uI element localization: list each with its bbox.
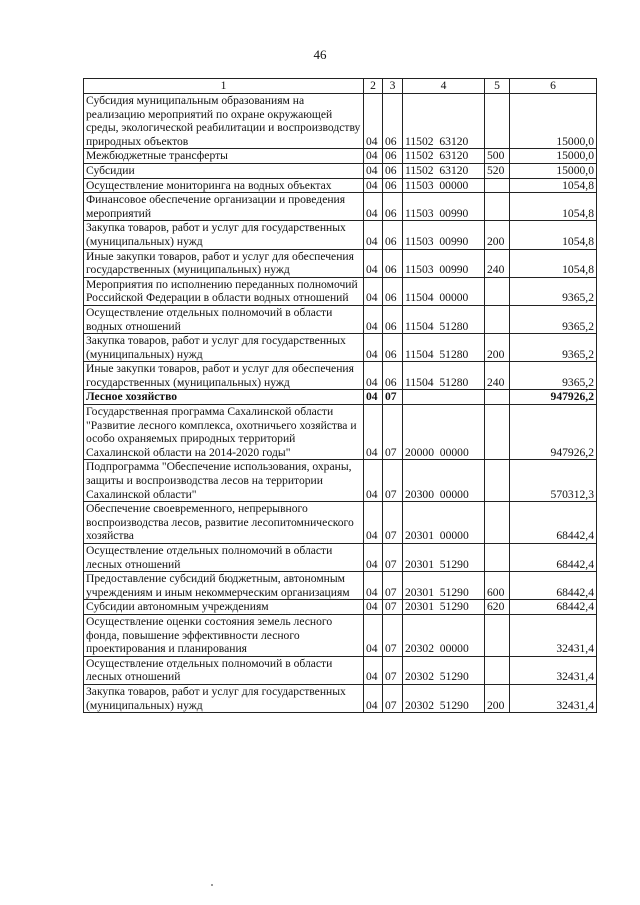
row-section-cell: 04 (364, 405, 383, 460)
row-subsection-cell: 06 (383, 94, 403, 149)
table-row (84, 572, 597, 600)
row-name-cell: Межбюджетные трансферты (84, 149, 364, 164)
row-amount-cell: 1054,8 (510, 193, 597, 221)
table-row (84, 460, 597, 502)
row-subsection-cell: 07 (383, 572, 403, 600)
row-amount-cell: 68442,4 (510, 502, 597, 544)
row-target-article-cell: 20302 51290 (403, 684, 485, 712)
row-amount-cell: 9365,2 (510, 362, 597, 390)
row-amount-cell: 15000,0 (510, 163, 597, 178)
table-row (84, 405, 597, 460)
row-subsection-cell: 06 (383, 249, 403, 277)
row-name-cell: Подпрограмма "Обеспечение использования, охраны, защиты и воспроизводства лесов на территории Сахалинской области" (84, 460, 364, 502)
table-row (84, 178, 597, 193)
row-expense-type-cell (485, 460, 510, 502)
table-row (84, 502, 597, 544)
table-header-row (84, 79, 597, 94)
row-target-article-cell: 11503 00990 (403, 249, 485, 277)
row-subsection-cell: 06 (383, 193, 403, 221)
row-subsection-cell: 07 (383, 544, 403, 572)
row-section-cell: 04 (364, 334, 383, 362)
row-target-article-cell: 11504 51280 (403, 334, 485, 362)
row-target-article-cell: 11504 51280 (403, 362, 485, 390)
row-expense-type-cell: 240 (485, 362, 510, 390)
row-amount-cell: 32431,4 (510, 614, 597, 656)
row-section-cell: 04 (364, 656, 383, 684)
column-header-expense-type: 5 (485, 79, 510, 94)
row-expense-type-cell: 600 (485, 572, 510, 600)
row-expense-type-cell (485, 502, 510, 544)
row-subsection-cell: 06 (383, 149, 403, 164)
row-amount-cell: 32431,4 (510, 656, 597, 684)
row-section-cell: 04 (364, 614, 383, 656)
row-target-article-cell: 20302 00000 (403, 614, 485, 656)
row-target-article-cell: 11502 63120 (403, 94, 485, 149)
row-target-article-cell: 11502 63120 (403, 149, 485, 164)
row-expense-type-cell (485, 614, 510, 656)
row-section-cell: 04 (364, 94, 383, 149)
table-row (84, 684, 597, 712)
row-subsection-cell: 06 (383, 163, 403, 178)
row-target-article-cell: 11503 00990 (403, 221, 485, 249)
row-name-cell: Мероприятия по исполнению переданных полномочий Российской Федерации в области водных отношений (84, 277, 364, 305)
row-expense-type-cell (485, 544, 510, 572)
row-target-article-cell (403, 390, 485, 405)
row-target-article-cell: 11502 63120 (403, 163, 485, 178)
row-target-article-cell: 20301 51290 (403, 544, 485, 572)
row-name-cell: Осуществление отдельных полномочий в области лесных отношений (84, 544, 364, 572)
row-section-cell: 04 (364, 249, 383, 277)
row-amount-cell: 1054,8 (510, 249, 597, 277)
row-name-cell: Иные закупки товаров, работ и услуг для обеспечения государственных (муниципальных) нужд (84, 249, 364, 277)
row-target-article-cell: 11503 00000 (403, 178, 485, 193)
row-section-cell: 04 (364, 178, 383, 193)
row-subsection-cell: 07 (383, 684, 403, 712)
row-name-cell: Закупка товаров, работ и услуг для государственных (муниципальных) нужд (84, 684, 364, 712)
row-subsection-cell: 07 (383, 460, 403, 502)
table-row (84, 163, 597, 178)
row-section-cell: 04 (364, 277, 383, 305)
row-name-cell: Осуществление отдельных полномочий в области водных отношений (84, 305, 364, 333)
row-amount-cell: 32431,4 (510, 684, 597, 712)
row-section-cell: 04 (364, 544, 383, 572)
row-section-cell: 04 (364, 362, 383, 390)
row-expense-type-cell (485, 277, 510, 305)
row-section-cell: 04 (364, 572, 383, 600)
row-amount-cell: 68442,4 (510, 572, 597, 600)
row-subsection-cell: 07 (383, 502, 403, 544)
table-row (84, 94, 597, 149)
row-section-cell: 04 (364, 149, 383, 164)
table-row (84, 277, 597, 305)
budget-table (83, 78, 597, 713)
column-header-name: 1 (84, 79, 364, 94)
row-amount-cell: 9365,2 (510, 277, 597, 305)
table-row (84, 544, 597, 572)
row-expense-type-cell (485, 94, 510, 149)
row-section-cell: 04 (364, 460, 383, 502)
row-section-cell: 04 (364, 390, 383, 405)
row-name-cell: Предоставление субсидий бюджетным, автономным учреждениям и иным некоммерческим организациям (84, 572, 364, 600)
table-row (84, 305, 597, 333)
row-subsection-cell: 07 (383, 390, 403, 405)
row-subsection-cell: 06 (383, 362, 403, 390)
row-section-cell: 04 (364, 305, 383, 333)
column-header-target-article: 4 (403, 79, 485, 94)
row-amount-cell: 9365,2 (510, 305, 597, 333)
column-header-section: 2 (364, 79, 383, 94)
row-name-cell: Закупка товаров, работ и услуг для государственных (муниципальных) нужд (84, 334, 364, 362)
table-row (84, 149, 597, 164)
row-subsection-cell: 07 (383, 614, 403, 656)
row-expense-type-cell: 500 (485, 149, 510, 164)
row-name-cell: Субсидии автономным учреждениям (84, 600, 364, 615)
row-amount-cell: 947926,2 (510, 390, 597, 405)
page-number: 46 (313, 47, 327, 62)
row-amount-cell: 15000,0 (510, 94, 597, 149)
table-row (84, 390, 597, 405)
row-name-cell: Закупка товаров, работ и услуг для государственных (муниципальных) нужд (84, 221, 364, 249)
row-target-article-cell: 11503 00990 (403, 193, 485, 221)
row-name-cell: Субсидии (84, 163, 364, 178)
table-row (84, 362, 597, 390)
table-row (84, 600, 597, 615)
row-expense-type-cell: 520 (485, 163, 510, 178)
row-name-cell: Иные закупки товаров, работ и услуг для обеспечения государственных (муниципальных) нужд (84, 362, 364, 390)
table-row (84, 334, 597, 362)
row-expense-type-cell: 200 (485, 221, 510, 249)
row-section-cell: 04 (364, 221, 383, 249)
scan-speck (211, 884, 213, 886)
row-amount-cell: 9365,2 (510, 334, 597, 362)
row-expense-type-cell: 200 (485, 334, 510, 362)
row-amount-cell: 68442,4 (510, 600, 597, 615)
row-name-cell: Осуществление отдельных полномочий в области лесных отношений (84, 656, 364, 684)
row-name-cell: Лесное хозяйство (84, 390, 364, 405)
table-row (84, 614, 597, 656)
row-subsection-cell: 06 (383, 178, 403, 193)
row-target-article-cell: 20300 00000 (403, 460, 485, 502)
row-target-article-cell: 20302 51290 (403, 656, 485, 684)
table-row (84, 656, 597, 684)
row-subsection-cell: 06 (383, 334, 403, 362)
table-row (84, 221, 597, 249)
row-expense-type-cell (485, 656, 510, 684)
row-amount-cell: 1054,8 (510, 178, 597, 193)
row-expense-type-cell (485, 405, 510, 460)
row-section-cell: 04 (364, 163, 383, 178)
row-section-cell: 04 (364, 193, 383, 221)
row-name-cell: Осуществление мониторинга на водных объектах (84, 178, 364, 193)
row-subsection-cell: 07 (383, 405, 403, 460)
row-expense-type-cell (485, 390, 510, 405)
row-expense-type-cell (485, 193, 510, 221)
row-amount-cell: 1054,8 (510, 221, 597, 249)
row-section-cell: 04 (364, 502, 383, 544)
table-row (84, 193, 597, 221)
row-target-article-cell: 20000 00000 (403, 405, 485, 460)
table-row (84, 249, 597, 277)
row-section-cell: 04 (364, 600, 383, 615)
row-target-article-cell: 20301 51290 (403, 600, 485, 615)
row-amount-cell: 570312,3 (510, 460, 597, 502)
column-header-subsection: 3 (383, 79, 403, 94)
column-header-amount: 6 (510, 79, 597, 94)
row-amount-cell: 68442,4 (510, 544, 597, 572)
row-target-article-cell: 11504 00000 (403, 277, 485, 305)
row-expense-type-cell: 200 (485, 684, 510, 712)
row-subsection-cell: 07 (383, 656, 403, 684)
row-subsection-cell: 06 (383, 277, 403, 305)
row-section-cell: 04 (364, 684, 383, 712)
row-name-cell: Обеспечение своевременного, непрерывного воспроизводства лесов, развитие лесопитомнического хозяйства (84, 502, 364, 544)
row-expense-type-cell: 620 (485, 600, 510, 615)
row-name-cell: Субсидия муниципальным образованиям на реализацию мероприятий по охране окружающей среды, экологической реабилитации и воспроизводству природных объектов (84, 94, 364, 149)
row-expense-type-cell: 240 (485, 249, 510, 277)
row-name-cell: Государственная программа Сахалинской области "Развитие лесного комплекса, охотничьего хозяйства и особо охраняемых природных территорий Сахалинской области на 2014-2020 годы" (84, 405, 364, 460)
row-name-cell: Финансовое обеспечение организации и проведения мероприятий (84, 193, 364, 221)
row-expense-type-cell (485, 305, 510, 333)
row-subsection-cell: 06 (383, 221, 403, 249)
row-name-cell: Осуществление оценки состояния земель лесного фонда, повышение эффективности лесного проектирования и планирования (84, 614, 364, 656)
row-expense-type-cell (485, 178, 510, 193)
row-target-article-cell: 20301 51290 (403, 572, 485, 600)
row-target-article-cell: 20301 00000 (403, 502, 485, 544)
row-subsection-cell: 06 (383, 305, 403, 333)
row-amount-cell: 947926,2 (510, 405, 597, 460)
row-amount-cell: 15000,0 (510, 149, 597, 164)
row-target-article-cell: 11504 51280 (403, 305, 485, 333)
table-body (84, 94, 597, 713)
row-subsection-cell: 07 (383, 600, 403, 615)
